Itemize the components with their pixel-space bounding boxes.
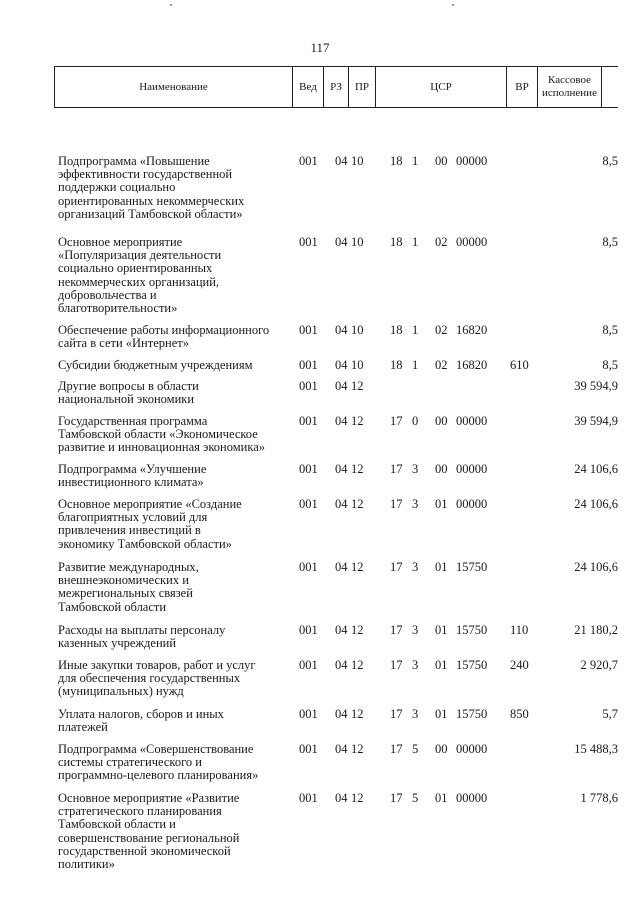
row-ved: 001 [299,414,318,428]
row-name [58,359,290,372]
row-csr-program: 17 [390,497,403,511]
row-name-line: ориентированных некоммерческих [58,193,245,208]
row-name-line: стратегического планирования [58,804,222,819]
row-name-line: организаций Тамбовской области» [58,206,243,221]
row-ved: 001 [299,154,318,168]
row-name-line: национальной экономики [58,392,195,407]
row-rz: 04 [335,379,348,393]
header-pr: ПР [349,67,376,107]
row-vr: 240 [510,658,529,672]
row-csr-program: 17 [390,707,403,721]
row-name-line: для обеспечения государственных [58,671,241,686]
row-name-line: Развитие международных, [58,560,199,574]
row-csr-event: 02 [435,323,448,337]
row-name-line: добровольчества и [58,287,157,302]
row-name-line: совершенствование региональной [58,830,240,845]
row-ved: 001 [299,707,318,721]
row-csr-event: 01 [435,791,448,805]
row-csr-subprogram: 3 [412,623,419,637]
row-amount: 39 594,9 [574,379,618,393]
row-rz: 04 [335,658,348,672]
row-ved: 001 [299,742,318,756]
row-name-line: благотворительности» [58,301,178,316]
row-amount: 1 778,6 [580,791,618,805]
row-csr-subprogram: 0 [412,414,419,428]
row-name-line: платежей [58,720,108,735]
row-name-line: Основное мероприятие «Развитие [58,791,240,805]
row-ved: 001 [299,560,318,574]
row-csr-subprogram: 5 [412,742,419,756]
row-pr: 10 [351,235,364,249]
row-amount: 24 106,6 [574,560,618,574]
row-csr-direction: 00000 [456,235,488,249]
row-rz: 04 [335,742,348,756]
row-name-line: поддержки социально [58,180,176,195]
row-csr-program: 17 [390,560,403,574]
row-name-line: Иные закупки товаров, работ и услуг [58,658,256,672]
row-ved: 001 [299,379,318,393]
row-csr-event: 01 [435,658,448,672]
row-csr-direction: 00000 [456,742,488,756]
row-csr-subprogram: 3 [412,707,419,721]
page-number: 117 [310,40,330,55]
row-name-line: Государственная программа [58,414,208,428]
row-name-line: казенных учреждений [58,636,177,651]
header-ved: Вед [293,67,324,107]
row-amount: 15 488,3 [574,742,618,756]
row-ved: 001 [299,658,318,672]
row-csr-subprogram: 5 [412,791,419,805]
row-name-line: межрегиональных связей [58,586,193,601]
row-amount: 8,5 [602,235,618,249]
row-ved: 001 [299,497,318,511]
scan-speck [170,4,172,6]
row-ved: 001 [299,623,318,637]
row-name-line: Уплата налогов, сборов и иных [58,707,224,721]
row-name-line: благоприятных условий для [58,510,208,525]
row-ved: 001 [299,235,318,249]
row-name-line: Подпрограмма «Совершенствование [58,742,254,756]
row-csr-direction: 16820 [456,323,488,337]
row-name-line: Тамбовской области «Экономическое [58,427,258,442]
row-csr-program: 17 [390,414,403,428]
row-csr-direction: 15750 [456,560,488,574]
row-csr-event: 00 [435,742,448,756]
row-rz: 04 [335,414,348,428]
row-csr-program: 17 [390,658,403,672]
row-amount: 8,5 [602,323,618,337]
row-name-line: Подпрограмма «Улучшение [58,462,207,476]
row-csr-program: 18 [390,323,403,337]
row-pr: 12 [351,791,364,805]
table-header [54,66,618,108]
row-csr-subprogram: 1 [412,358,419,372]
row-amount: 2 920,7 [580,658,618,672]
row-csr-direction: 15750 [456,623,488,637]
row-vr: 110 [510,623,529,637]
row-pr: 12 [351,623,364,637]
row-pr: 12 [351,707,364,721]
row-name [58,498,290,551]
row-name-line: инвестиционного климата» [58,475,204,490]
row-rz: 04 [335,462,348,476]
row-csr-direction: 00000 [456,791,488,805]
row-csr-subprogram: 3 [412,462,419,476]
row-csr-program: 17 [390,462,403,476]
header-amount-line1: Кассовое [548,74,591,86]
row-rz: 04 [335,497,348,511]
row-vr: 850 [510,707,529,721]
row-csr-direction: 15750 [456,658,488,672]
row-name-line: экономику Тамбовской области» [58,536,232,551]
row-name-line: Основное мероприятие [58,235,183,249]
row-csr-direction: 00000 [456,462,488,476]
row-csr-event: 00 [435,414,448,428]
row-name [58,561,290,614]
row-rz: 04 [335,707,348,721]
row-name-line: социально ориентированных [58,261,213,276]
row-csr-event: 01 [435,560,448,574]
row-csr-event: 02 [435,358,448,372]
header-vr: ВР [507,67,538,107]
row-name [58,415,290,455]
row-name [58,659,290,699]
row-csr-event: 00 [435,154,448,168]
row-name-line: сайта в сети «Интернет» [58,336,189,351]
row-rz: 04 [335,560,348,574]
row-pr: 10 [351,323,364,337]
row-name [58,463,290,489]
header-csr: ЦСР [376,67,507,107]
row-csr-subprogram: 1 [412,235,419,249]
row-name-line: государственной экономической [58,843,231,858]
row-csr-subprogram: 3 [412,497,419,511]
row-name-line: Субсидии бюджетным учреждениям [58,358,253,372]
row-ved: 001 [299,462,318,476]
row-csr-subprogram: 3 [412,658,419,672]
row-name [58,155,290,221]
header-rz: РЗ [324,67,349,107]
row-name-line: некоммерческих организаций, [58,274,220,289]
row-ved: 001 [299,791,318,805]
row-csr-direction: 00000 [456,414,488,428]
scan-speck [452,4,454,6]
row-amount: 24 106,6 [574,497,618,511]
row-csr-program: 17 [390,791,403,805]
row-rz: 04 [335,623,348,637]
header-name: Наименование [55,67,293,107]
row-name-line: привлечения инвестиций в [58,523,201,538]
row-name-line: системы стратегического и [58,755,202,770]
row-amount: 24 106,6 [574,462,618,476]
row-pr: 12 [351,462,364,476]
row-name-line: Обеспечение работы информационного [58,323,270,337]
row-name [58,380,290,406]
row-csr-direction: 15750 [456,707,488,721]
row-csr-event: 00 [435,462,448,476]
row-name [58,708,290,734]
row-csr-direction: 00000 [456,154,488,168]
row-csr-program: 18 [390,235,403,249]
row-csr-program: 17 [390,742,403,756]
row-csr-program: 18 [390,358,403,372]
row-csr-event: 01 [435,623,448,637]
row-rz: 04 [335,791,348,805]
header-amount [538,67,602,107]
row-name-line: Расходы на выплаты персоналу [58,623,226,637]
row-csr-direction: 00000 [456,497,488,511]
row-name-line: развитие и инновационная экономика» [58,440,266,455]
row-name-line: Другие вопросы в области [58,379,199,393]
row-name-line: Тамбовской области [58,599,167,614]
row-name-line: программно-целевого планирования» [58,768,259,783]
row-name [58,624,290,650]
row-csr-direction: 16820 [456,358,488,372]
row-name-line: «Популяризация деятельности [58,248,222,263]
row-csr-subprogram: 3 [412,560,419,574]
row-name [58,743,290,783]
row-name [58,236,290,315]
row-pr: 12 [351,742,364,756]
row-amount: 8,5 [602,358,618,372]
row-name-line: Тамбовской области и [58,817,176,832]
header-amount-line2: исполнение [542,87,597,99]
row-name-line: (муниципальных) нужд [58,684,184,699]
row-pr: 12 [351,414,364,428]
row-pr: 12 [351,379,364,393]
row-pr: 12 [351,497,364,511]
row-name [58,324,290,350]
row-name-line: Подпрограмма «Повышение [58,154,210,168]
row-name-line: эффективности государственной [58,167,233,182]
row-csr-program: 18 [390,154,403,168]
row-csr-subprogram: 1 [412,154,419,168]
row-ved: 001 [299,323,318,337]
row-amount: 39 594,9 [574,414,618,428]
row-pr: 12 [351,658,364,672]
row-pr: 10 [351,358,364,372]
row-csr-program: 17 [390,623,403,637]
row-csr-event: 02 [435,235,448,249]
row-csr-subprogram: 1 [412,323,419,337]
row-pr: 12 [351,560,364,574]
row-amount: 21 180,2 [574,623,618,637]
row-rz: 04 [335,154,348,168]
row-vr: 610 [510,358,529,372]
row-name-line: Основное мероприятие «Создание [58,497,242,511]
row-rz: 04 [335,358,348,372]
row-csr-event: 01 [435,707,448,721]
row-amount: 8,5 [602,154,618,168]
budget-table [54,66,618,872]
row-amount: 5,7 [602,707,618,721]
row-name-line: политики» [58,857,115,872]
row-rz: 04 [335,323,348,337]
row-name [58,792,290,871]
row-pr: 10 [351,154,364,168]
row-name-line: внешнеэкономических и [58,573,189,588]
row-ved: 001 [299,358,318,372]
row-rz: 04 [335,235,348,249]
row-csr-event: 01 [435,497,448,511]
